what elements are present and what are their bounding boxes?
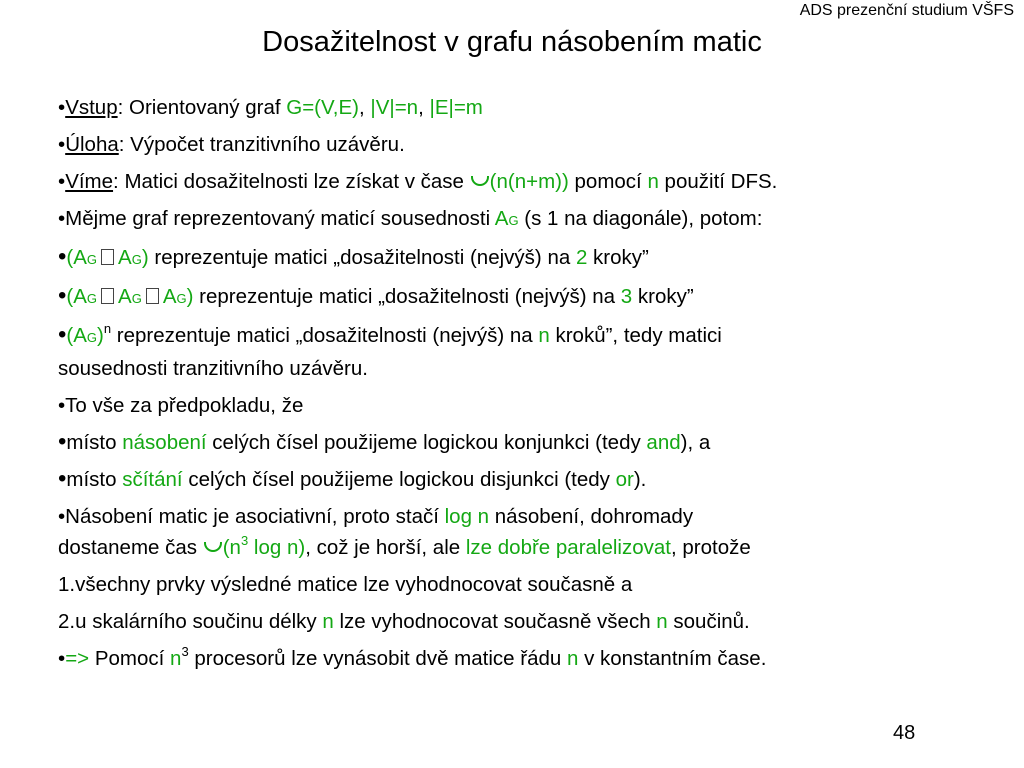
term-multiplication: násobení: [122, 431, 207, 454]
text: 1.všechny prvky výsledné matice lze vyhodnocovat současně a: [58, 573, 633, 596]
text: lze vyhodnocovat současně všech: [333, 610, 657, 633]
bullet: •: [58, 133, 66, 156]
paren: ): [141, 246, 149, 269]
paren: ): [97, 324, 104, 347]
text: násobení, dohromady: [489, 505, 694, 528]
line-n-steps-cont: [58, 353, 988, 384]
text: reprezentuje matici „dosažitelnosti (nejvýš) na: [148, 246, 576, 269]
text: •To vše za předpokladu, že: [58, 394, 304, 417]
line-known: [58, 166, 988, 197]
graph-notation: G=(V,E): [286, 96, 359, 119]
text: , protože: [670, 536, 751, 559]
omega-symbol-icon: [471, 176, 489, 186]
text: pomocí: [568, 170, 648, 193]
text: sousednosti tranzitivního uzávěru.: [58, 357, 368, 380]
matrix-a: A: [162, 285, 177, 308]
text: kroky”: [632, 285, 694, 308]
text: celých čísel použijeme logickou disjunkci (tedy: [182, 468, 616, 491]
line-assumption: [58, 390, 988, 421]
edge-count: |E|=m: [429, 96, 483, 119]
missing-glyph-icon: [146, 288, 159, 304]
text: •Mějme graf reprezentovaný maticí sousednosti: [58, 207, 495, 230]
slide-content: [58, 92, 988, 674]
term-addition: sčítání: [122, 468, 183, 491]
line-adjacency: [58, 203, 988, 236]
text: součinů.: [667, 610, 750, 633]
subscript-g: G: [508, 213, 519, 228]
bullet: •: [58, 465, 67, 492]
complexity: (n(n+m)): [489, 170, 569, 193]
text: 2.u skalárního součinu délky: [58, 610, 323, 633]
missing-glyph-icon: [101, 288, 114, 304]
superscript-3: 3: [181, 644, 189, 660]
subscript-g: G: [176, 291, 187, 306]
line-item-1: [58, 569, 988, 600]
text: kroky”: [587, 246, 649, 269]
vertex-count: |V|=n: [370, 96, 419, 119]
var-n: n: [647, 170, 659, 193]
text: Pomocí: [89, 647, 171, 670]
text: ,: [358, 96, 371, 119]
var-n: n: [322, 610, 334, 633]
step-count: 3: [620, 285, 633, 308]
text: celých čísel použijeme logickou konjunkci (tedy: [206, 431, 647, 454]
text: : Orientovaný graf: [117, 96, 287, 119]
text: : Výpočet tranzitivního uzávěru.: [118, 133, 405, 156]
text: místo: [66, 431, 123, 454]
term-vstup: Vstup: [65, 96, 118, 119]
subscript-g: G: [86, 330, 98, 345]
term-or: or: [615, 468, 634, 491]
bullet: •: [58, 428, 67, 455]
line-conclusion: [58, 643, 988, 674]
slide-title: Dosažitelnost v grafu násobením matic: [262, 26, 762, 58]
text: reprezentuje matici „dosažitelnosti (nejvýš) na: [193, 285, 621, 308]
text: : Matici dosažitelnosti lze získat v čase: [113, 170, 470, 193]
line-two-steps: [58, 242, 988, 275]
superscript-3: 3: [240, 533, 249, 549]
complexity: log n): [248, 536, 306, 559]
matrix-a: (A: [66, 324, 87, 347]
line-associativity-cont: [58, 532, 988, 563]
bullet: •: [58, 243, 67, 270]
log-n: log n: [444, 505, 490, 528]
term-uloha: Úloha: [65, 133, 119, 156]
bullet: •: [58, 321, 67, 348]
text: ).: [633, 468, 647, 491]
text: reprezentuje matici „dosažitelnosti (nejvýš) na: [111, 324, 539, 347]
step-count: 2: [575, 246, 588, 269]
var-n: n: [170, 647, 182, 670]
matrix-a: (A: [66, 246, 87, 269]
line-n-steps: [58, 320, 988, 353]
line-item-2: [58, 606, 988, 637]
subscript-g: G: [86, 252, 98, 267]
text: ,: [418, 96, 430, 119]
bullet: •: [58, 96, 66, 119]
text: kroků”, tedy matici: [549, 324, 722, 347]
text: dostaneme čas: [58, 536, 203, 559]
subscript-g: G: [131, 291, 142, 306]
subscript-g: G: [131, 252, 142, 267]
text: •Násobení matic je asociativní, proto stačí: [58, 505, 445, 528]
page-number: 48: [893, 722, 916, 744]
text: (s 1 na diagonále), potom:: [518, 207, 763, 230]
complexity: (n: [222, 536, 241, 559]
implies-arrow: =>: [65, 647, 90, 670]
bullet: •: [58, 282, 67, 309]
missing-glyph-icon: [101, 249, 114, 265]
bullet: •: [58, 647, 66, 670]
header-note: ADS prezenční studium VŠFS: [799, 2, 1014, 19]
text: použití DFS.: [658, 170, 778, 193]
var-n: n: [538, 324, 550, 347]
var-n: n: [656, 610, 668, 633]
text: procesorů lze vynásobit dvě matice řádu: [188, 647, 567, 670]
term-vime: Víme: [65, 170, 114, 193]
text: místo: [66, 468, 123, 491]
line-associativity: [58, 501, 988, 532]
text: v konstantním čase.: [578, 647, 767, 670]
line-disjunction: [58, 464, 988, 495]
matrix-a: (A: [66, 285, 87, 308]
line-conjunction: [58, 427, 988, 458]
matrix-a: A: [118, 285, 132, 308]
line-three-steps: [58, 281, 988, 314]
term-and: and: [646, 431, 681, 454]
line-input: [58, 92, 988, 123]
bullet: •: [58, 170, 66, 193]
line-task: [58, 129, 988, 160]
text: , což je horší, ale: [305, 536, 466, 559]
omega-symbol-icon: [204, 542, 222, 552]
paren: ): [186, 285, 194, 308]
term-parallelize: lze dobře paralelizovat: [465, 536, 671, 559]
matrix-a: A: [118, 246, 132, 269]
matrix-a: A: [494, 207, 509, 230]
subscript-g: G: [86, 291, 98, 306]
text: ), a: [680, 431, 711, 454]
superscript-n: n: [103, 321, 112, 337]
var-n: n: [566, 647, 579, 670]
